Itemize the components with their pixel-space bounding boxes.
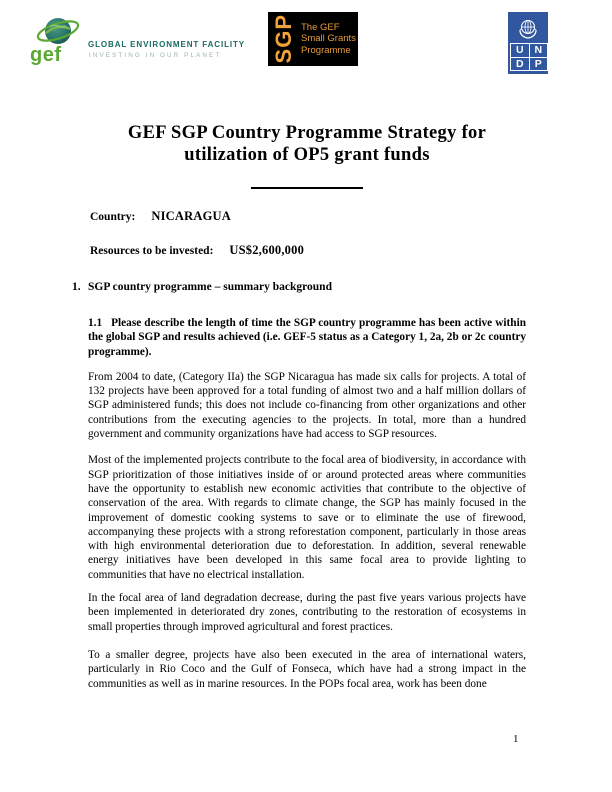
undp-letter-p: P bbox=[530, 58, 548, 71]
sgp-logo bbox=[268, 12, 358, 66]
paragraph-1: From 2004 to date, (Category IIa) the SGP Nicaragua has made six calls for projects. A total of 132 projects have been approved for a total funding of almost two and a half million dollars of SGP administered funds; this does not include co-financing from other organizations and other contributions from the executing agencies to the projects. In total, more than a hundred government and community organizations have had access to SGP resources. bbox=[88, 370, 526, 441]
resources-value: US$2,600,000 bbox=[229, 243, 305, 257]
question-1-1-text: Please describe the length of time the SGP country programme has been active within the global SGP and results achieved (i.e. GEF-5 status as a Category 1, 2a, 2b or 2c country programme). bbox=[88, 317, 526, 358]
gef-tagline-secondary: INVESTING IN OUR PLANET bbox=[89, 52, 222, 59]
undp-letter-n: N bbox=[530, 44, 548, 57]
sgp-acronym: SGP bbox=[271, 14, 296, 64]
paragraph-2: Most of the implemented projects contribute to the focal area of biodiversity, in accordance with SGP prioritization of those initiatives inside of or around protected areas where communities have the opportunity to establish new economic activities that contribute to the objective of conservation of the area. With regards to climate change, the SGP has mainly focused in the improvement of domestic cooking systems to save or to eliminate the use of firewood, accompanying these projects with a strong reforestation component, particularly in those areas with high environmental deterioration due to deforestation. In addition, several renewable energy initiatives have been developed in this same focal area to provide lighting to communities that have no electrical installation. bbox=[88, 454, 526, 581]
page-number: 1 bbox=[513, 733, 519, 745]
sgp-line-1: The GEF bbox=[301, 21, 340, 33]
gef-tagline-primary: GLOBAL ENVIRONMENT FACILITY bbox=[88, 40, 246, 49]
paragraph-4: To a smaller degree, projects have also been executed in the area of international waters, particularly in Rio Coco and the Gulf of Fonseca, which have had a strong impact in the communities as well as in marine resources. In the POPs focal area, work has been done bbox=[88, 648, 526, 690]
country-field bbox=[88, 209, 526, 224]
document-content bbox=[72, 122, 526, 691]
un-emblem-icon bbox=[517, 17, 539, 46]
sgp-line-3: Programme bbox=[301, 44, 351, 56]
country-label: Country: bbox=[90, 211, 136, 223]
resources-field bbox=[88, 243, 526, 258]
undp-letter-grid bbox=[510, 43, 548, 71]
section-1-title: SGP country programme – summary background bbox=[88, 281, 332, 293]
title-divider bbox=[251, 187, 363, 189]
undp-logo bbox=[508, 12, 548, 74]
sgp-line-2: Small Grants bbox=[301, 33, 356, 45]
section-1-number: 1. bbox=[72, 281, 81, 293]
question-1-1-number: 1.1 bbox=[88, 317, 103, 329]
resources-label: Resources to be invested: bbox=[90, 245, 214, 257]
question-1-1 bbox=[88, 316, 526, 359]
undp-letter-d: D bbox=[511, 58, 529, 71]
gef-logo bbox=[28, 13, 258, 69]
paragraph-3: In the focal area of land degradation decrease, during the past five years various projects have been implemented in deteriorated dry zones, contributing to the restoration of ecosystems in small properties through improved agricultural and forest practices. bbox=[88, 592, 526, 633]
gef-wordmark: gef bbox=[30, 44, 62, 66]
section-1-heading bbox=[72, 281, 526, 293]
sgp-logo-text bbox=[301, 22, 356, 57]
page-title-line-1: GEF SGP Country Programme Strategy for bbox=[127, 123, 487, 143]
undp-letter-u: U bbox=[511, 44, 529, 57]
page-title bbox=[88, 122, 526, 166]
page-title-line-2: utilization of OP5 grant funds bbox=[184, 145, 430, 165]
country-value: NICARAGUA bbox=[151, 209, 231, 223]
